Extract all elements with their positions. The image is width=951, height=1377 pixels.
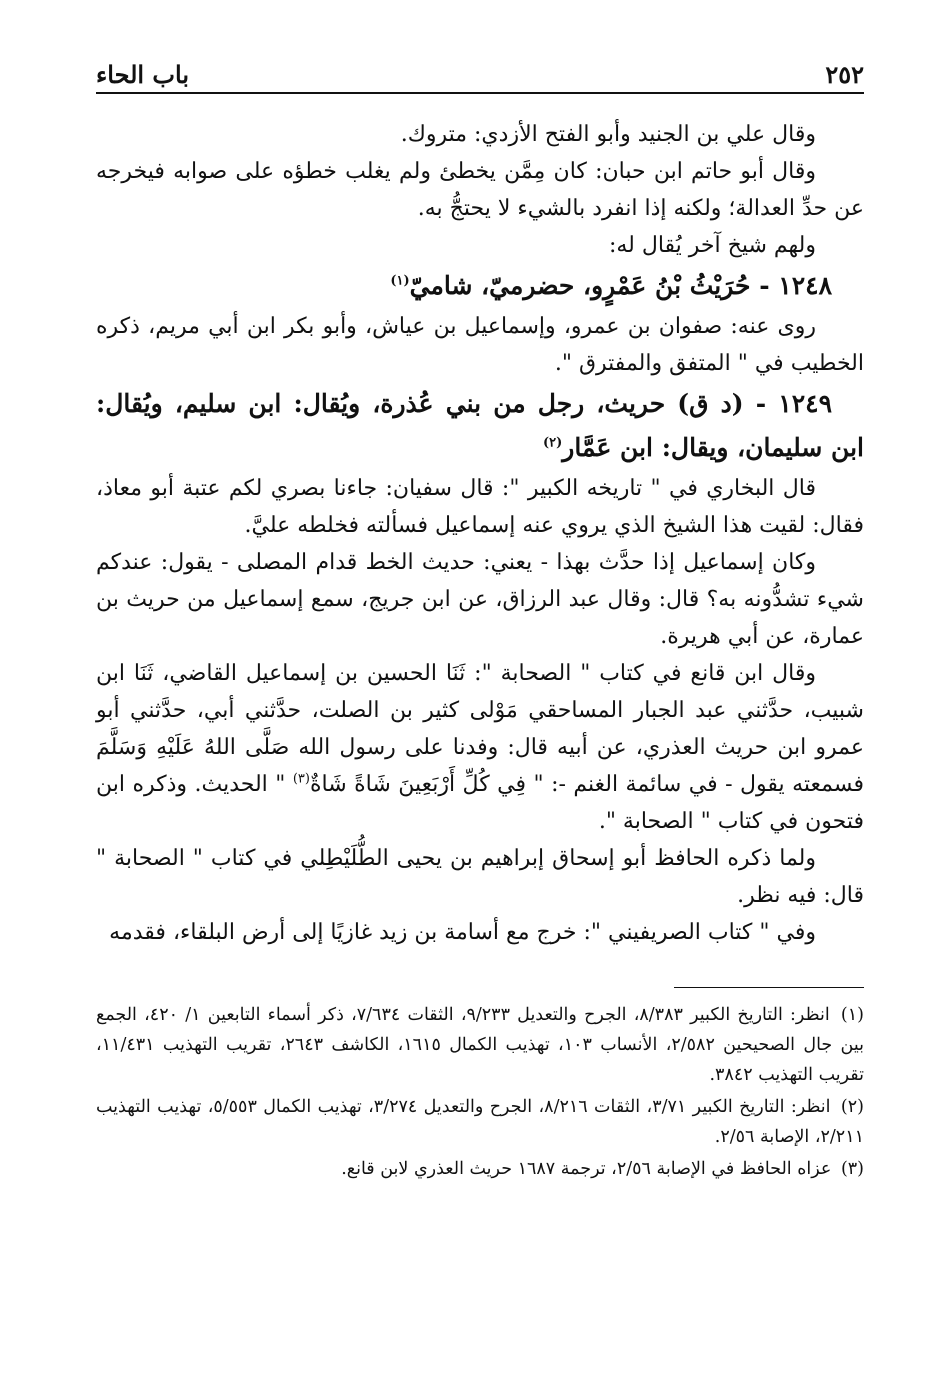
paragraph: وكان إسماعيل إذا حدَّث بهذا - يعني: حديث الخط قدام المصلى - يقول: عندكم شيء تشدُّونه به؟ قال: وقال عبد الرزاق، عن ابن جريج، سمع إسماعيل من حريث بن عمارة، عن أبي هريرة.: [96, 550, 864, 649]
book-page: [96, 52, 864, 1186]
paragraph: قال البخاري في " تاريخه الكبير ": قال سفيان: جاءنا بصري لكم عتبة أبو معاذ، فقال: لقيت هذا الشيخ الذي يروي عنه إسماعيل فسألته فخلطه عليَّ.: [96, 476, 864, 538]
footnotes: [96, 1000, 864, 1184]
page-header: [96, 52, 864, 94]
footnote-ref: (١): [390, 273, 410, 289]
paragraph: وقال أبو حاتم ابن حبان: كان مِمَّن يخطئ ولم يغلب خطؤه على صوابه فيخرجه عن حدِّ العدالة؛ ولكنه إذا انفرد بالشيء لا يحتجُّ به.: [96, 159, 864, 221]
page-number: ٢٥٢: [825, 60, 864, 89]
footnote: (٣) عزاه الحافظ في الإصابة ٢/٥٦، ترجمة ١٦٨٧ حريث العذري لابن قانع.: [341, 1159, 864, 1179]
entry-heading: ١٢٤٨ - حُرَيْثُ بْنُ عَمْرٍو، حضرميّ، شاميّ$^{(١)}$: [390, 271, 832, 300]
paragraph: وقال علي بن الجنيد وأبو الفتح الأزدي: متروك.: [400, 122, 816, 147]
footnote-mark: (١): [840, 1005, 864, 1025]
main-text: [96, 116, 864, 951]
footnote: (٢) انظر: التاريخ الكبير ٣/٧١، الثقات ٨/٢١٦، الجرح والتعديل ٣/٢٧٤، تهذيب الكمال ٥/٥٥٣، تهذيب التهذيب ٢/٢١١، الإصابة ٢/٥٦.: [96, 1097, 864, 1147]
paragraph: ولما ذكره الحافظ أبو إسحاق إبراهيم بن يحيى الطُّلَيْطِلي في كتاب " الصحابة " قال: فيه نظر.: [96, 846, 864, 908]
footnote-mark: (٢): [840, 1097, 864, 1117]
footnote: (١) انظر: التاريخ الكبير ٨/٣٨٣، الجرح والتعديل ٩/٢٣٣، الثقات ٧/٦٣٤، ذكر أسماء التابعين ١/ ٤٢٠، الجمع بين جال الصحيحين ٢/٥٨٢، الأنساب ١٠٣، تهذيب الكمال ١٦١٥، الكاشف ٢٦٤٣، تقريب التهذيب ١١/٤٣١، تقريب التهذيب ٣٨٤٢.: [96, 1005, 865, 1085]
running-title: باب الحاء: [96, 60, 190, 89]
footnote-mark: (٣): [840, 1159, 864, 1179]
footnote-ref: (٢): [543, 435, 563, 451]
footnote-ref: (٣): [292, 771, 310, 787]
paragraph: ولهم شيخ آخر يُقال له:: [608, 233, 816, 258]
paragraph: وقال ابن قانع في كتاب " الصحابة ": ثَنَا الحسين بن إسماعيل القاضي، ثَنَا ابن شبيب، حدَّثني عبد الجبار المساحقي مَوْلى كثير بن الصلت، حدَّثني أبي، حدَّثني أبو عمرو ابن حريث العذري، عن أبيه قال: وفدنا على رسول الله صَلَّى اللهُ عَلَيْهِ وَسَلَّمَ فسمعته يقول - في سائمة الغنم -: " فِي كُلِّ أَرْبَعِينَ شَاةً شَاةٌ$^{(٣)}$ " الحديث. وذكره ابن فتحون في كتاب " الصحابة ".: [96, 661, 864, 834]
paragraph: وفي " كتاب الصريفيني ": خرج مع أسامة بن زيد غازيًا إلى أرض البلقاء، فقدمه: [109, 920, 816, 945]
paragraph: روى عنه: صفوان بن عمرو، وإسماعيل بن عياش، وأبو بكر ابن أبي مريم، ذكره الخطيب في " المتفق والمفترق ".: [96, 314, 864, 376]
entry-heading: ١٢٤٩ - (د ق) حريث، رجل من بني عُذرة، ويُقال: ابن سليم، ويُقال: ابن سليمان، ويقال: ابن عَمَّار$^{(٢)}$: [96, 389, 864, 462]
footnote-divider: [674, 987, 864, 988]
